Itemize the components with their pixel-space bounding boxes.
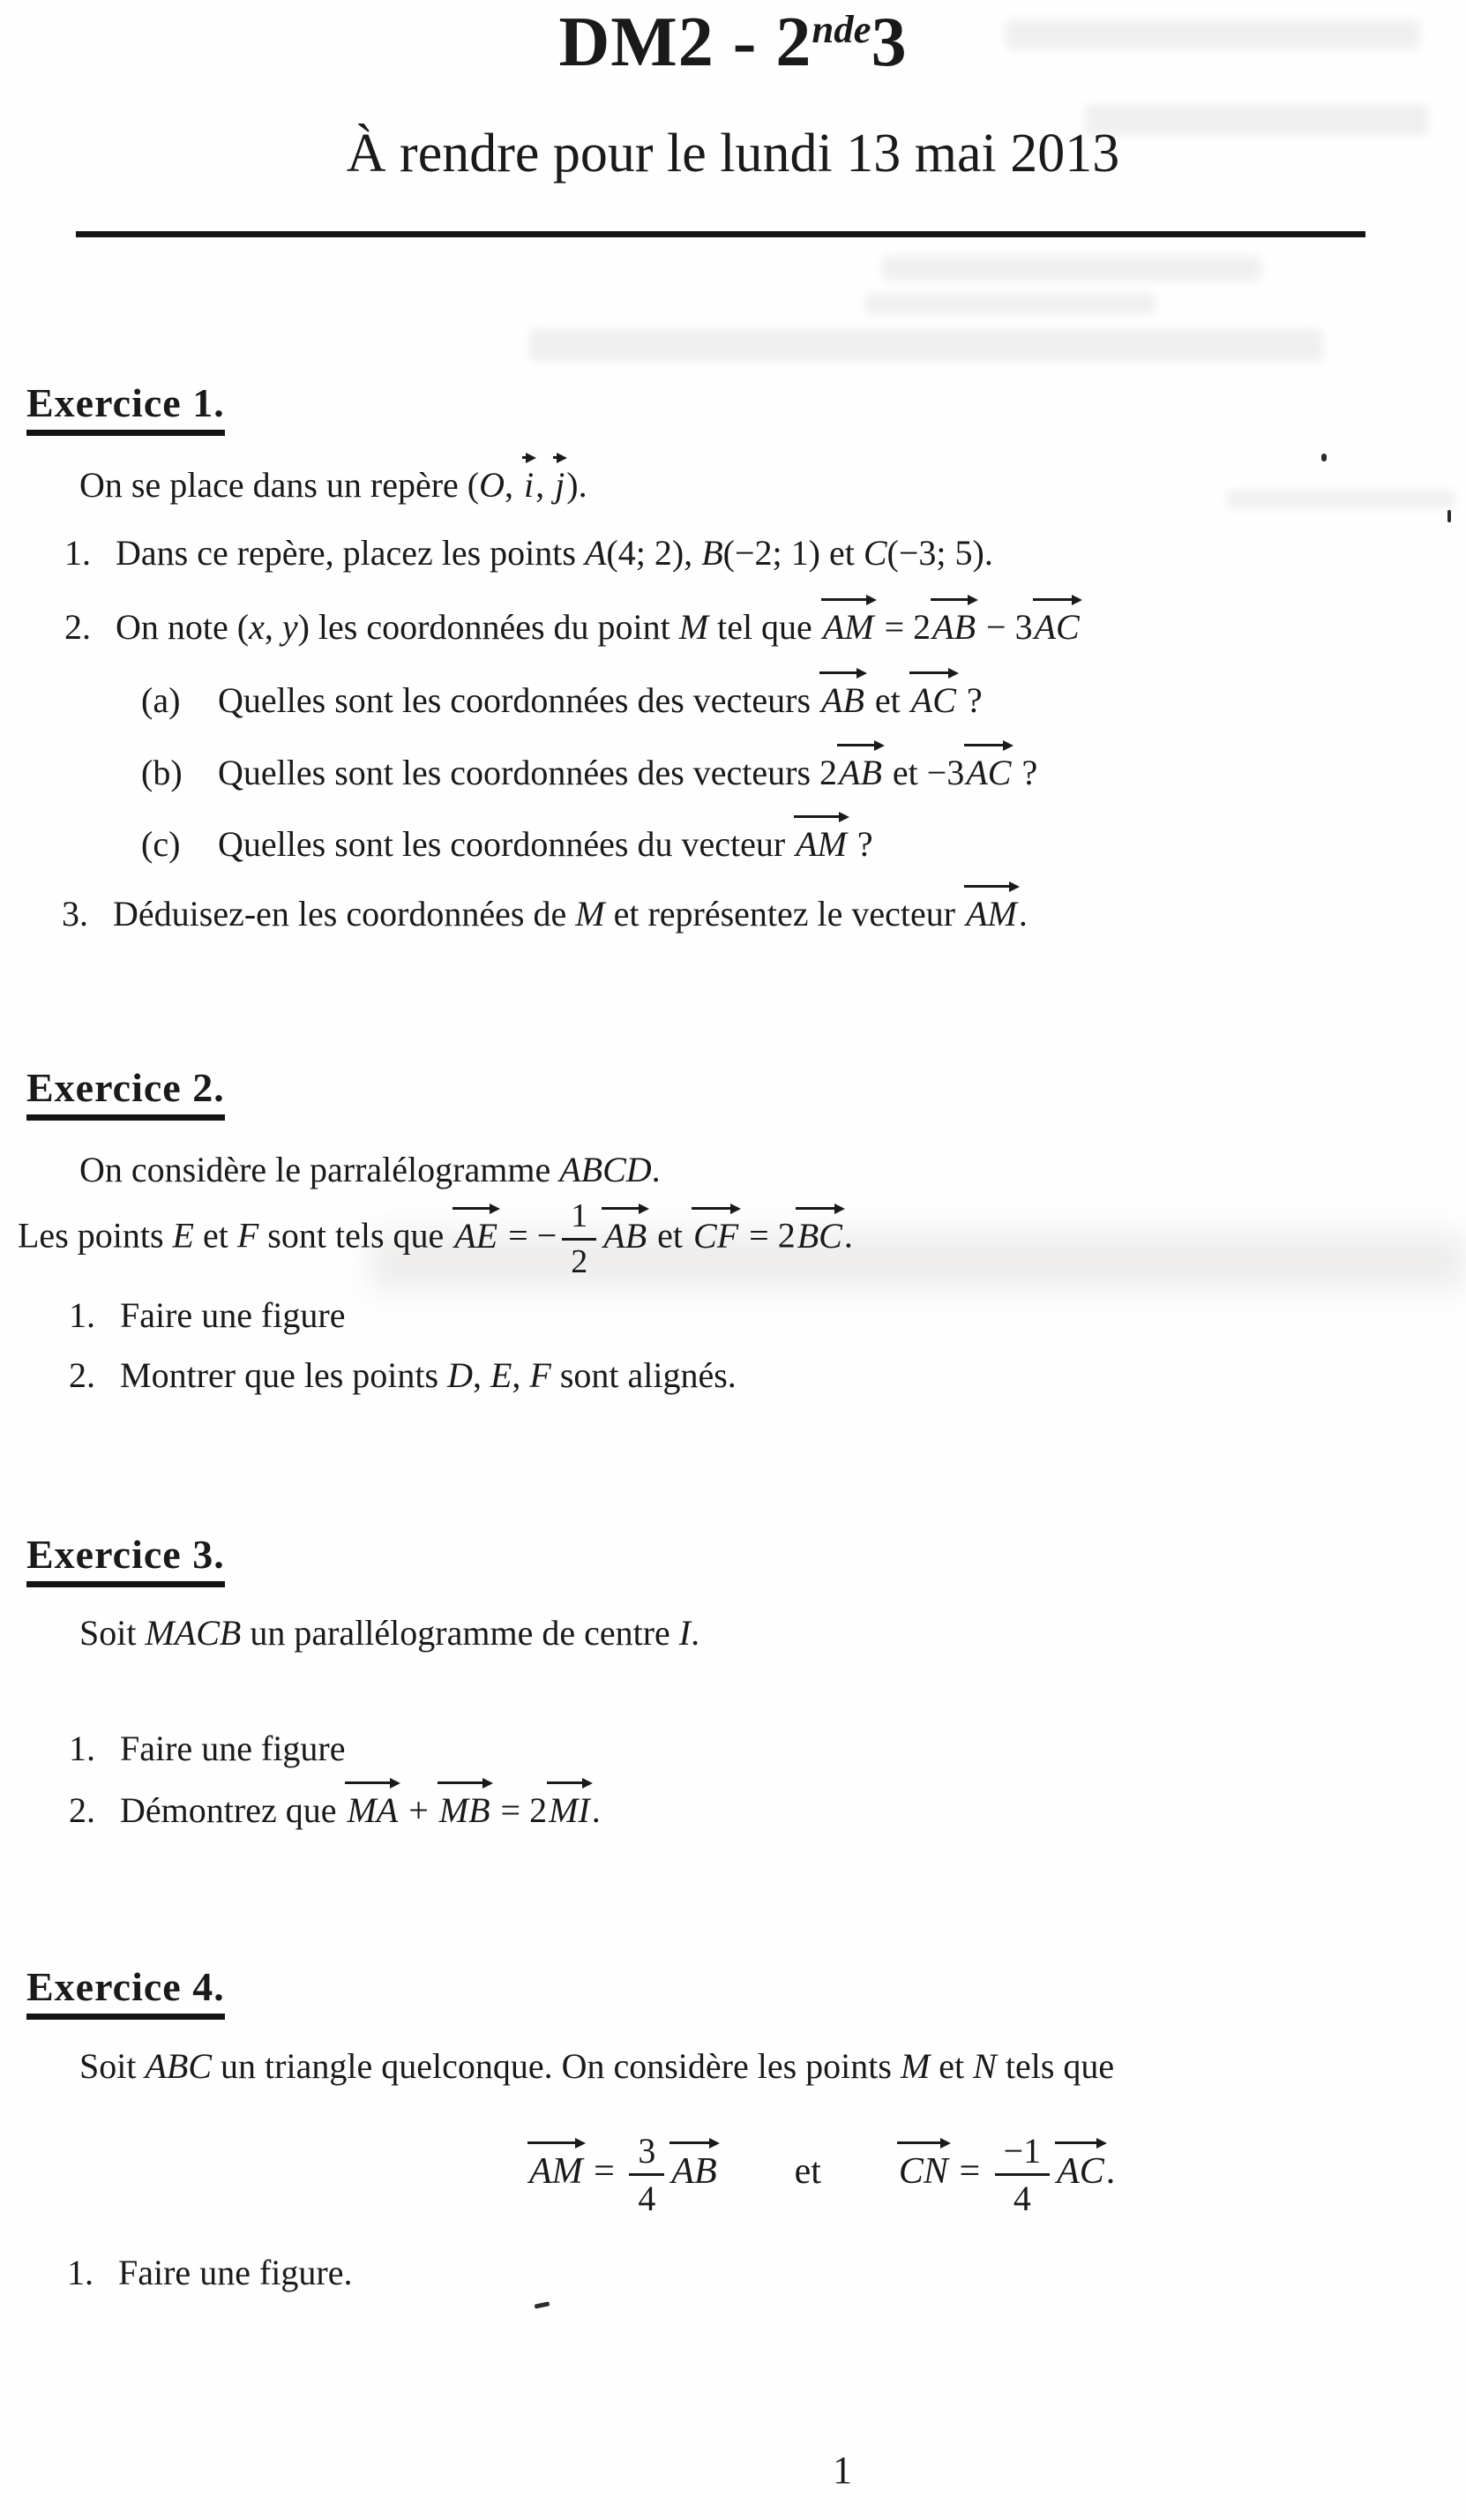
fraction [629,2132,664,2217]
fraction-numerator: 1 [562,1198,596,1241]
fraction-denominator: 4 [1013,2179,1031,2219]
vector-ac [1057,2151,1104,2193]
vector-ac [1034,607,1080,647]
item-text: Montrer que les points D, E, F sont alignés. [120,1355,737,1395]
item-text: Quelles sont les coordonnées des vecteurs AB et AC ? [218,680,983,720]
vector-label: i [524,465,535,505]
document-subtitle: À rendre pour le lundi 13 mai 2013 [346,124,1120,184]
item-marker: 2. [69,1790,95,1830]
vector-ac [910,680,956,720]
vector-ab [932,607,976,647]
fraction [562,1198,596,1280]
item-marker: 1. [64,533,91,573]
math-variable: O [479,465,505,505]
item-text: Faire une figure. [118,2253,353,2292]
item-text: On note (x, y) les coordonnées du point M tel que AM = 2AB − 3AC [116,607,1080,647]
vector-bc [797,1215,842,1256]
item-text: Faire une figure [120,1729,346,1768]
vector-label: AC [1057,2151,1104,2193]
exercise2-item-2 [69,1355,737,1395]
math-variable: M [900,2046,931,2086]
page-number: 1 [833,2449,852,2492]
vector-mi [549,1790,590,1830]
exercise2-intro-line2: Les points E et F sont tels que AE = − $\frac{1}{2}$ AB et CF = 2BC. [18,1197,853,1281]
fraction-denominator: 2 [571,1243,588,1281]
vector-label: AB [671,2151,717,2193]
item-marker: 2. [64,607,91,647]
fraction-numerator: 3 [629,2132,664,2176]
vector-label: AB [603,1215,647,1256]
vector-am [796,824,847,864]
item-text: Faire une figure [120,1295,346,1335]
vector-ab [821,680,864,720]
exercise1-item-2a [141,680,983,720]
item-marker: (a) [141,680,181,720]
scan-bleedthrough-artifact [864,293,1156,314]
vector-ab [603,1215,647,1256]
item-marker: 1. [67,2253,93,2292]
item-marker: (b) [141,753,183,792]
vector-ae [454,1215,498,1256]
exercise4-item-1 [67,2255,352,2291]
exercise3-heading: Exercice 3. [26,1534,225,1587]
vector-j [555,465,565,505]
math-variable: y [281,607,298,647]
vector-label: AM [822,607,874,647]
exercise1-heading: Exercice 1. [26,383,225,436]
vector-ab [839,755,882,791]
math-variable: F [236,1215,259,1256]
vector-label: j [555,465,565,505]
math-variable: A [584,533,607,573]
vector-label: MI [549,1790,590,1830]
exercise4-equation: AM = $\frac{3}{4}$ AB et CN = $\frac{-1}{4}$ AC. [529,2131,1116,2219]
exercise4-intro: Soit ABC un triangle quelconque. On considère les points M et N tels que [79,2046,1115,2086]
exercise3-intro: Soit MACB un parallélogramme de centre I. [79,1613,700,1653]
math-variable: B [701,533,723,573]
math-variable: E [172,1215,194,1256]
vector-am [529,2151,583,2193]
item-text: Déduisez-en les coordonnées de M et représentez le vecteur AM. [113,894,1028,934]
vector-label: BC [797,1215,842,1256]
scan-bleedthrough-artifact [1226,491,1455,508]
vector-label: CN [898,2151,948,2193]
scan-bleedthrough-artifact [529,328,1323,362]
math-variable: MACB [145,1613,242,1653]
exercise1-intro: On se place dans un repère (O, i, j). [79,465,587,505]
horizontal-rule [76,231,1365,237]
exercise2-item-1 [69,1295,346,1335]
exercise3-item-2 [69,1790,601,1830]
scan-speck [1321,454,1327,461]
math-variable: D [447,1355,473,1395]
superscript: nde [812,7,871,52]
vector-label: AM [966,894,1017,934]
vector-label: MA [347,1790,399,1830]
vector-label: AE [454,1215,498,1256]
vector-label: AM [529,2151,583,2193]
fraction [995,2132,1050,2217]
vector-ac [966,755,1011,791]
item-marker: 1. [69,1729,95,1768]
exercise1-item-2b [141,755,1037,791]
vector-am [822,607,874,647]
exercise2-intro-line1: On considère le parralélogramme ABCD. [79,1150,661,1189]
math-variable: ABCD [559,1150,652,1189]
item-text: Dans ce repère, placez les points A(4; 2), B(−2; 1) et C(−3; 5). [116,533,993,573]
vector-mb [438,1790,490,1830]
vector-label: AC [1034,607,1080,647]
item-marker: 3. [62,894,88,934]
vector-cn [898,2151,948,2193]
vector-ab [671,2151,717,2193]
scan-bleedthrough-artifact [882,256,1261,281]
math-variable: ABC [145,2046,213,2086]
exercise1-item-2 [64,607,1081,647]
math-variable: M [678,607,709,647]
vector-i [524,465,535,505]
item-marker: 1. [69,1295,95,1335]
fraction-denominator: 4 [638,2179,656,2219]
exercise3-item-1 [69,1731,345,1766]
vector-label: MB [438,1790,490,1830]
vector-label: AM [796,824,847,864]
vector-label: AC [966,753,1012,792]
math-variable: E [490,1355,512,1395]
math-variable: N [973,2046,997,2086]
math-variable: I [678,1613,692,1653]
vector-label: AC [910,680,956,720]
math-variable: C [863,533,887,573]
exercise1-item-1 [64,533,993,573]
vector-label: CF [693,1215,739,1256]
item-marker: (c) [141,824,181,864]
math-variable: x [249,607,265,647]
vector-label: AB [839,753,882,792]
vector-label: AB [821,680,864,720]
vector-am [966,896,1017,932]
exercise4-heading: Exercice 4. [26,1967,225,2020]
vector-label: AB [932,607,976,647]
vector-ma [347,1790,399,1830]
item-text: Quelles sont les coordonnées des vecteurs 2AB et −3AC ? [218,753,1038,792]
document-title: DM2 - 2nde3 [558,4,908,81]
scan-speck [1447,510,1451,522]
exercise1-item-2c [141,824,873,864]
fraction-numerator: −1 [995,2132,1050,2176]
item-text: Quelles sont les coordonnées du vecteur AM ? [218,824,873,864]
exercise1-item-3 [62,896,1028,932]
item-marker: 2. [69,1355,95,1395]
math-variable: F [529,1355,551,1395]
vector-cf [693,1215,739,1256]
math-variable: M [575,894,605,934]
item-text: Démontrez que MA + MB = 2MI. [120,1790,601,1830]
exercise2-heading: Exercice 2. [26,1068,225,1121]
scan-speck [535,2301,550,2308]
